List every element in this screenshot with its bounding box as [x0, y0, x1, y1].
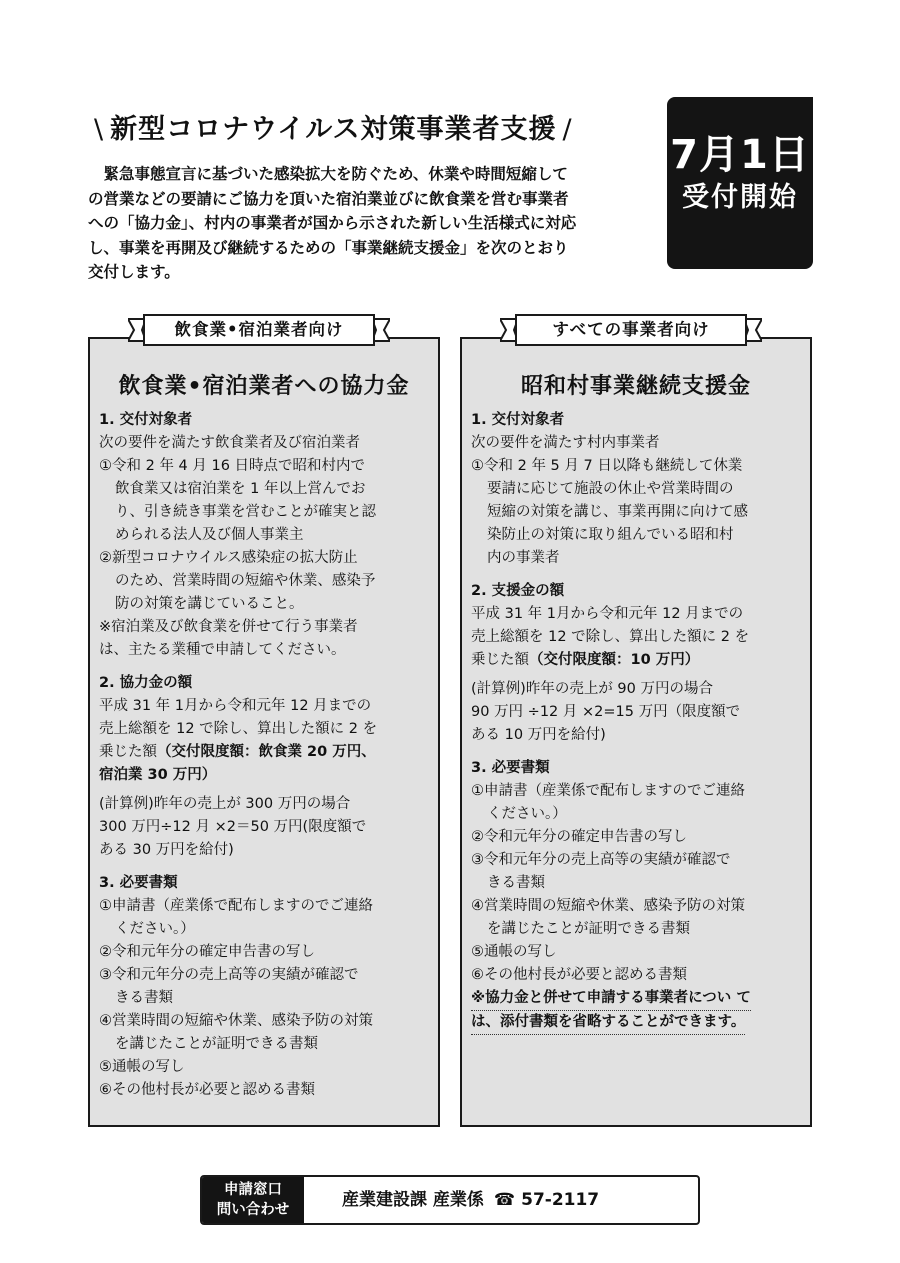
amount-prefix: 乗じた額: [99, 744, 157, 760]
amount-line: [471, 649, 801, 672]
contact-phone: 57-2117: [521, 1190, 600, 1210]
amount-limit: 宿泊業 30 万円）: [99, 767, 217, 783]
right-ribbon: [500, 313, 762, 347]
amount-line: 平成 31 年 1月から令和元年 12 月までの: [471, 606, 744, 622]
contact-box: [200, 1175, 700, 1225]
title-slash-right: /: [562, 114, 573, 145]
section-heading: 1. 交付対象者: [99, 412, 193, 428]
requirement-line: 短縮の対策を講じ、事業再開に向けて感: [487, 504, 748, 520]
section-heading: 1. 交付対象者: [471, 412, 565, 428]
document-item: ください。）: [487, 806, 567, 822]
requirement-line: ①令和 2 年 4 月 16 日時点で昭和村内で: [99, 458, 366, 474]
intro-line: し、事業を再開及び継続するための「事業継続支援金」を次のとおり: [88, 238, 569, 257]
document-item: ①申請書（産業係で配布しますのでご連絡: [471, 783, 745, 799]
requirement-line: ①令和 2 年 5 月 7 日以降も継続して休業: [471, 458, 743, 474]
page-title: [88, 112, 648, 148]
badge-date: 7月1日: [670, 132, 810, 178]
section-heading: 2. 支援金の額: [471, 583, 565, 599]
document-item: ください。）: [115, 921, 195, 937]
contact-label: [202, 1177, 304, 1223]
requirement-line: 内の事業者: [487, 550, 560, 566]
intro-line: 交付します。: [88, 263, 180, 281]
document-item: ②令和元年分の確定申告書の写し: [471, 829, 687, 845]
intro-line: への「協力金」、村内の事業者が国から示された新しい生活様式に対応: [88, 214, 577, 232]
left-ribbon: [128, 313, 390, 347]
document-item: ③令和元年分の売上高等の実績が確認で: [99, 967, 359, 983]
requirement-line: ②新型コロナウイルス感染症の拡大防止: [99, 550, 358, 566]
amount-line: 売上総額を 12 で除し、算出した額に 2 を: [471, 629, 750, 645]
left-panel: [88, 337, 440, 1127]
contact-label-line1: 申請窓口: [224, 1182, 282, 1198]
calc-line: (計算例)昨年の売上が 90 万円の場合: [471, 681, 713, 697]
requirement-line: のため、営業時間の短縮や休業、感染予: [115, 573, 376, 589]
section-lead: 次の要件を満たす飲食業者及び宿泊業者: [99, 435, 360, 451]
document-item: ③令和元年分の売上高等の実績が確認で: [471, 852, 731, 868]
right-panel-title: 昭和村事業継続支援金: [520, 374, 751, 399]
section-heading: 3. 必要書類: [471, 760, 550, 776]
requirement-line: 染防止の対策に取り組んでいる昭和村: [487, 527, 734, 543]
amount-line: 平成 31 年 1月から令和元年 12 月までの: [99, 698, 372, 714]
requirement-line: 防の対策を講じていること。: [115, 596, 304, 612]
section-lead: 次の要件を満たす村内事業者: [471, 435, 660, 451]
start-date-badge: [667, 97, 813, 269]
phone-icon: ☎: [493, 1190, 516, 1210]
calc-line: ある 30 万円を給付): [99, 842, 234, 858]
note-line: [471, 1011, 801, 1035]
note-text: は、添付書類を省略することができます。: [471, 1011, 745, 1035]
note-line: ※宿泊業及び飲食業を併せて行う事業者: [99, 619, 358, 635]
document-item: ⑤通帳の写し: [99, 1059, 185, 1075]
note-line: [471, 987, 801, 1011]
document-item: ②令和元年分の確定申告書の写し: [99, 944, 315, 960]
document-item: ①申請書（産業係で配布しますのでご連絡: [99, 898, 373, 914]
calc-line: 300 万円÷12 月 ×2＝50 万円(限度額で: [99, 819, 367, 835]
section-heading: 2. 協力金の額: [99, 675, 193, 691]
document-item: を講じたことが証明できる書類: [115, 1036, 318, 1052]
amount-limit: （交付限度額：10 万円）: [529, 652, 700, 668]
document-item: ④営業時間の短縮や休業、感染予防の対策: [471, 898, 745, 914]
intro-paragraph: [88, 162, 658, 285]
note-text: ※協力金と併せて申請する事業者につい て: [471, 987, 751, 1011]
amount-line: 売上総額を 12 で除し、算出した額に 2 を: [99, 721, 378, 737]
title-text: 新型コロナウイルス対策事業者支援: [110, 114, 557, 145]
left-panel-title: 飲食業•宿泊業者への協力金: [118, 374, 410, 399]
document-item: を講じたことが証明できる書類: [487, 921, 690, 937]
title-slash-left: \: [94, 114, 105, 145]
amount-limit: （交付限度額：飲食業 20 万円、: [157, 744, 376, 760]
section-heading: 3. 必要書類: [99, 875, 178, 891]
document-item: ④営業時間の短縮や休業、感染予防の対策: [99, 1013, 373, 1029]
document-item: ⑥その他村長が必要と認める書類: [99, 1082, 315, 1098]
right-ribbon-label: すべての事業者向け: [552, 320, 710, 339]
left-ribbon-label: 飲食業•宿泊業者向け: [174, 320, 344, 339]
amount-line: [99, 741, 429, 764]
calc-line: ある 10 万円を給付): [471, 727, 606, 743]
requirement-line: 飲食業又は宿泊業を 1 年以上営んでお: [115, 481, 366, 497]
calc-line: 90 万円 ÷12 月 ×2=15 万円（限度額で: [471, 704, 741, 720]
amount-prefix: 乗じた額: [471, 652, 529, 668]
document-item: ⑤通帳の写し: [471, 944, 557, 960]
contact-department: 産業建設課 産業係: [342, 1190, 484, 1210]
intro-line: 緊急事態宣言に基づいた感染拡大を防ぐため、休業や時間短縮して: [103, 165, 568, 183]
requirement-line: 要請に応じて施設の休止や営業時間の: [487, 481, 734, 497]
requirement-line: められる法人及び個人事業主: [115, 527, 304, 543]
calc-line: (計算例)昨年の売上が 300 万円の場合: [99, 796, 351, 812]
contact-label-line2: 問い合わせ: [216, 1202, 290, 1218]
intro-line: の営業などの要請にご協力を頂いた宿泊業並びに飲食業を営む事業者: [88, 189, 569, 208]
document-item: きる書類: [487, 875, 545, 891]
note-line: は、主たる業種で申請してください。: [99, 642, 346, 658]
requirement-line: り、引き続き事業を営むことが確実と認: [115, 504, 376, 520]
document-item: きる書類: [115, 990, 173, 1006]
contact-info: [342, 1177, 599, 1223]
badge-start-label: 受付開始: [682, 182, 798, 213]
right-panel: [460, 337, 812, 1127]
document-item: ⑥その他村長が必要と認める書類: [471, 967, 687, 983]
